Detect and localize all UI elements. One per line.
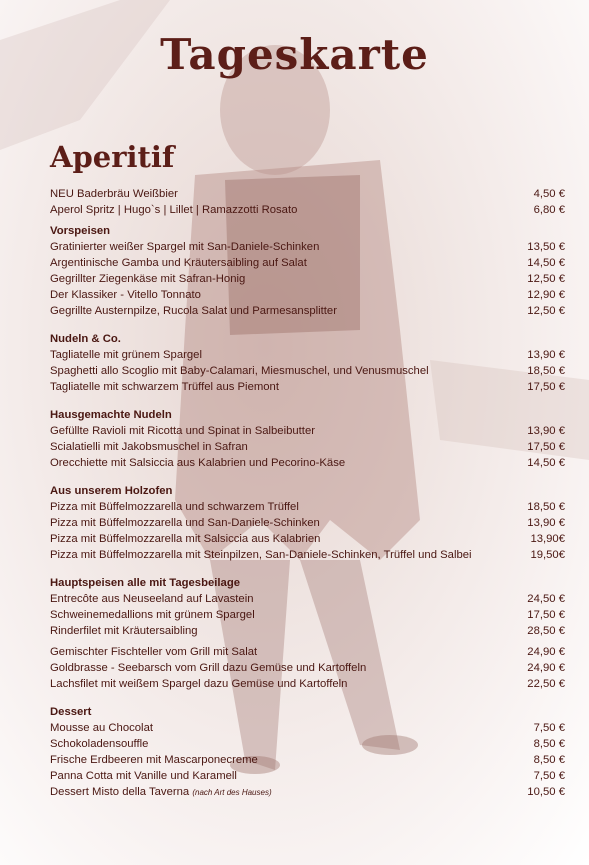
item-name: Panna Cotta mit Vanille und Karamell xyxy=(50,770,237,782)
page-title: Tageskarte xyxy=(160,30,429,79)
item-name: Schweinemedallions mit grünem Spargel xyxy=(50,609,255,621)
menu-item xyxy=(50,676,565,692)
menu-item xyxy=(50,547,565,563)
menu-item xyxy=(50,239,565,255)
section-title-dessert: Dessert xyxy=(50,706,92,718)
item-price: 10,50 € xyxy=(527,786,565,798)
item-price: 12,50 € xyxy=(527,305,565,317)
item-price: 24,50 € xyxy=(527,593,565,605)
item-price: 18,50 € xyxy=(527,365,565,377)
menu-item xyxy=(50,202,565,218)
item-price: 22,50 € xyxy=(527,678,565,690)
item-price: 24,90 € xyxy=(527,646,565,658)
item-name: Gemischter Fischteller vom Grill mit Salat xyxy=(50,646,258,658)
item-name: Gefüllte Ravioli mit Ricotta und Spinat in Salbeibutter xyxy=(50,425,315,437)
section-title-nudeln: Nudeln & Co. xyxy=(50,333,121,345)
section-title-hausgemacht: Hausgemachte Nudeln xyxy=(50,409,172,421)
item-price: 12,50 € xyxy=(527,273,565,285)
item-name: Rinderfilet mit Kräutersaibling xyxy=(50,625,198,637)
item-price: 13,90 € xyxy=(527,517,565,529)
menu-item xyxy=(50,423,565,439)
item-name: NEU Baderbräu Weißbier xyxy=(50,188,178,200)
section-title-holzofen: Aus unserem Holzofen xyxy=(50,485,173,497)
item-name: Mousse au Chocolat xyxy=(50,722,153,734)
item-price: 6,80 € xyxy=(533,204,565,216)
item-name: Gratinierter weißer Spargel mit San-Daniele-Schinken xyxy=(50,241,320,253)
item-name: Pizza mit Büffelmozzarella und San-Daniele-Schinken xyxy=(50,517,320,529)
item-price: 4,50 € xyxy=(533,188,565,200)
item-name: Spaghetti allo Scoglio mit Baby-Calamari, Miesmuschel, und Venusmuschel xyxy=(50,365,429,377)
section-title-vorspeisen: Vorspeisen xyxy=(50,225,111,237)
item-name: Aperol Spritz | Hugo`s | Lillet | Ramazzotti Rosato xyxy=(50,204,298,216)
item-name: Gegrillter Ziegenkäse mit Safran-Honig xyxy=(50,273,246,285)
menu-item xyxy=(50,736,565,752)
item-price: 18,50 € xyxy=(527,501,565,513)
item-price: 13,50 € xyxy=(527,241,565,253)
menu-item xyxy=(50,303,565,319)
item-name: Pizza mit Büffelmozzarella und schwarzem Trüffel xyxy=(50,501,299,513)
item-price: 12,90 € xyxy=(527,289,565,301)
item-name: Gegrillte Austernpilze, Rucola Salat und Parmesansplitter xyxy=(50,305,337,317)
menu-item xyxy=(50,255,565,271)
item-price: 14,50 € xyxy=(527,457,565,469)
item-price: 28,50 € xyxy=(527,625,565,637)
item-name: Frische Erdbeeren mit Mascarponecreme xyxy=(50,754,258,766)
item-price: 13,90 € xyxy=(527,349,565,361)
item-price: 7,50 € xyxy=(533,722,565,734)
item-price: 17,50 € xyxy=(527,609,565,621)
item-price: 13,90€ xyxy=(530,533,565,545)
menu-item xyxy=(50,347,565,363)
item-price: 8,50 € xyxy=(533,738,565,750)
menu-item xyxy=(50,287,565,303)
menu-item xyxy=(50,768,565,784)
menu-item xyxy=(50,363,565,379)
menu-item xyxy=(50,186,565,202)
section-title-hauptspeisen: Hauptspeisen alle mit Tagesbeilage xyxy=(50,577,241,589)
item-name: Schokoladensouffle xyxy=(50,738,149,750)
menu-item xyxy=(50,515,565,531)
item-note: (nach Art des Hauses) xyxy=(192,788,272,797)
item-price: 17,50 € xyxy=(527,441,565,453)
menu-list xyxy=(50,186,565,800)
menu-item xyxy=(50,439,565,455)
item-name: Entrecôte aus Neuseeland auf Lavastein xyxy=(50,593,254,605)
item-price: 14,50 € xyxy=(527,257,565,269)
item-price: 17,50 € xyxy=(527,381,565,393)
menu-item xyxy=(50,784,565,800)
item-price: 13,90 € xyxy=(527,425,565,437)
item-name: Tagliatelle mit grünem Spargel xyxy=(50,349,202,361)
item-name-with-note xyxy=(50,784,272,800)
item-price: 24,90 € xyxy=(527,662,565,674)
item-name: Argentinische Gamba und Kräutersaibling auf Salat xyxy=(50,257,307,269)
menu-item xyxy=(50,271,565,287)
item-name: Goldbrasse - Seebarsch vom Grill dazu Gemüse und Kartoffeln xyxy=(50,662,367,674)
menu-item xyxy=(50,720,565,736)
item-name: Der Klassiker - Vitello Tonnato xyxy=(50,289,201,301)
section-heading-aperitif: Aperitif xyxy=(50,140,175,174)
menu-item xyxy=(50,752,565,768)
item-name: Orecchiette mit Salsiccia aus Kalabrien und Pecorino-Käse xyxy=(50,457,346,469)
menu-item xyxy=(50,644,565,660)
item-price: 7,50 € xyxy=(533,770,565,782)
menu-item xyxy=(50,660,565,676)
menu-item xyxy=(50,607,565,623)
item-price: 8,50 € xyxy=(533,754,565,766)
item-name: Tagliatelle mit schwarzem Trüffel aus Piemont xyxy=(50,381,279,393)
menu-item xyxy=(50,379,565,395)
item-name: Pizza mit Büffelmozzarella mit Steinpilzen, San-Daniele-Schinken, Trüffel und Salbei xyxy=(50,549,472,561)
menu-item xyxy=(50,591,565,607)
menu-item xyxy=(50,531,565,547)
menu-item xyxy=(50,455,565,471)
item-price: 19,50€ xyxy=(530,549,565,561)
menu-item xyxy=(50,623,565,639)
menu-item xyxy=(50,499,565,515)
item-name: Scialatielli mit Jakobsmuschel in Safran xyxy=(50,441,248,453)
item-name: Dessert Misto della Taverna xyxy=(50,786,190,798)
item-name: Lachsfilet mit weißem Spargel dazu Gemüse und Kartoffeln xyxy=(50,678,348,690)
item-name: Pizza mit Büffelmozzarella mit Salsiccia aus Kalabrien xyxy=(50,533,321,545)
